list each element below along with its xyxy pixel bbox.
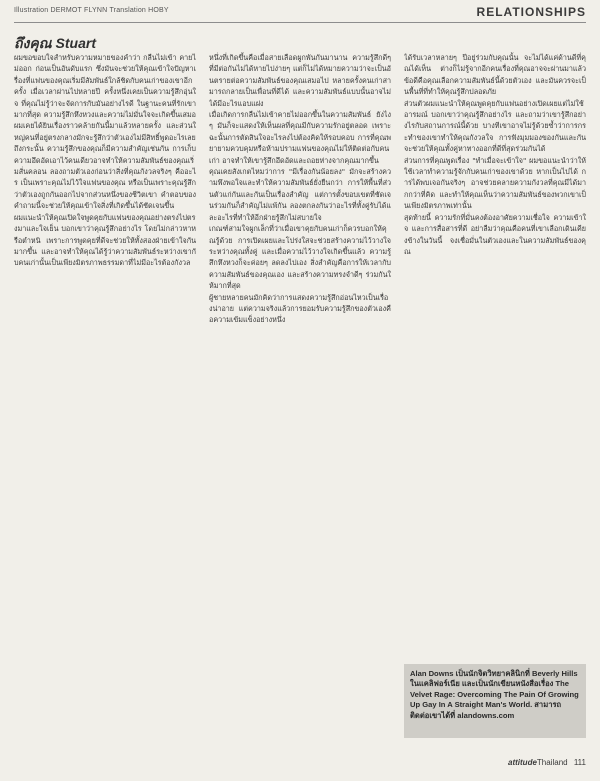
- paragraph: เมื่อเกิดการกลืนไม่เข้าคายไม่ออกขึ้นในความสัมพันธ์ ยังไงๆ มันก็จะแสดงให้เห็นผลที่คุณมีกับความรักอยู่ตลอด เพราะฉะนั้นการตัดสินใจอะไรลงไปต้องคิดให้รอบคอบ การที่คุณพยายามควบคุมหรือห้ามปรามแฟนของคุณไม่ให้ติดต่อกับคนเก่า อาจทำให้เขารู้สึกอึดอัดและถอยห่างจากคุณมากขึ้น: [209, 110, 391, 165]
- page-number: 111: [573, 758, 586, 767]
- article-salutation: ถึงคุณ Stuart: [14, 35, 97, 51]
- section-title: RELATIONSHIPS: [476, 5, 586, 19]
- column-3-body: [404, 52, 586, 557]
- paragraph: หนึ่งที่เกิดขึ้นคือเมื่อสายเลือดผูกพันกันมานาน ความรู้สึกดีๆ ที่มีต่อกันไม่ได้หายไปง่ายๆ แต่ก็ไม่ได้หมายความว่าจะเป็นอันตรายต่อความสัมพันธ์ของคุณเสมอไป หลายครั้งคนเก่าสามารถกลายเป็นเพื่อนที่ดีได้ และความสัมพันธ์แบบนั้นอาจไม่ได้มีอะไรแอบแฝง: [209, 53, 391, 108]
- article-column-1: [14, 52, 196, 747]
- magazine-brand: attitude: [508, 758, 537, 767]
- paragraph: ถึงกระนั้น ความรู้สึกของคุณก็มีความสำคัญเช่นกัน การเก็บความอึดอัดเอาไว้คนเดียวอาจทำให้ความสัมพันธ์ของคุณเริ่มสั่นคลอน ลองถามตัวเองก่อนว่าสิ่งที่คุณกังวลจริงๆ คืออะไร เป็นเพราะคุณไม่ไว้ใจแฟนของคุณ หรือเป็นเพราะคุณรู้สึกว่าตัวเองถูกกันออกไปจากส่วนหนึ่งของชีวิตเขา คำตอบของคำถามนี้จะช่วยให้คุณเข้าใจสิ่งที่เกิดขึ้นได้ชัดเจนขึ้น: [14, 144, 196, 211]
- paragraph: ผมขอขอบใจสำหรับความหมายของคำว่า กลืนไม่เข้า คายไม่ออก ก่อนเป็นอันดับแรก ซึ่งมันจะช่วยให้คุณเข้าใจปัญหาเรื่องที่แฟนของคุณเริ่มมีสัมพันธ์ใกล้ชิดกับคนเก่าของเขาอีกครั้ง เมื่อเวลาผ่านไปหลายปี ครั้งหนึ่งเคยเป็นความรู้สึกอุ่นใจ ที่คุณไม่รู้ว่าจะจัดการกับมันอย่างไรดี ในฐานะคนที่รักเขามากที่สุด ความรู้สึกหึงหวงและความไม่มั่นใจจะเกิดขึ้นเสมอ ผมเคยได้ยินเรื่องราวคล้ายกันนี้มาแล้วหลายครั้ง และส่วนใหญ่คนที่อยู่ตรงกลางมักจะรู้สึกว่าตัวเองไม่มีสิทธิ์พูดอะไรเลย: [14, 53, 196, 142]
- page-footer: [508, 758, 586, 767]
- magazine-edition: Thailand: [536, 758, 568, 767]
- illustration-credit: Illustration DERMOT FLYNN Translation HOBY: [14, 7, 169, 14]
- paragraph: ผู้ชายหลายคนมักคิดว่าการแสดงความรู้สึกอ่อนไหวเป็นเรื่องน่าอาย แต่ความจริงแล้วการยอมรับความรู้สึกของตัวเองคือความเข้มแข็งอย่างหนึ่ง: [209, 292, 391, 325]
- paragraph: สุดท้ายนี้ ความรักที่มั่นคงต้องอาศัยความเชื่อใจ ความเข้าใจ และการสื่อสารที่ดี อย่าลืมว่าคุณคือคนที่เขาเลือกเดินเคียงข้างในวันนี้ จงเชื่อมั่นในตัวเองและในความสัมพันธ์ของคุณ: [404, 212, 586, 256]
- paragraph: ส่วนตัวผมแนะนำให้คุณพูดคุยกับแฟนอย่างเปิดเผยแต่ไม่ใช้อารมณ์ บอกเขาว่าคุณรู้สึกอย่างไร และถามว่าเขารู้สึกอย่างไรกับสถานการณ์นี้ด้วย บางทีเขาอาจไม่รู้ด้วยซ้ำว่าการกระทำของเขาทำให้คุณกังวลใจ การฟังมุมมองของกันและกันจะช่วยให้คุณทั้งคู่หาทางออกที่ดีที่สุดร่วมกันได้: [404, 98, 586, 154]
- paragraph: เกณฑ์สามใจผูกเล็กที่ว่าเมื่อเขาคุยกับคนเก่าก็ควรบอกให้คุณรู้ด้วย การเปิดเผยและโปร่งใสจะช่วยสร้างความไว้วางใจระหว่างคุณทั้งคู่ และเมื่อความไว้วางใจเกิดขึ้นแล้ว ความรู้สึกหึงหวงก็จะค่อยๆ ลดลงไปเอง สิ่งสำคัญคือการให้เวลากับความสัมพันธ์ของคุณเอง และสร้างความทรงจำดีๆ ร่วมกันให้มากที่สุด: [209, 224, 391, 291]
- paragraph: ได้รับเวลาหลายๆ ปีอยู่ร่วมกับคุณนั้น จะไม่ได้แค่ด้านดีที่คุณได้เห็น ต่างก็ไม่รู้จากอีกคนเรื่องที่คุณอาจจะผ่านมาแล้ว ข้อดีคือคุณเลือกความสัมพันธ์นี้ด้วยตัวเอง และมันควรจะเป็นพื้นที่ที่ทำให้คุณรู้สึกปลอดภัย: [404, 53, 586, 97]
- article-column-3: [404, 52, 586, 747]
- author-bio-box: Alan Downs เป็นนักจิตวิทยาคลินิกที่ Beverly Hills ในแคลิฟอร์เนีย และเป็นนักเขียนหนังสือเรื่อง The Velvet Rage: Overcoming The Pain Of Growing Up Gay In A Straight Man's World. สามารถติดต่อเขาได้ที่ alandowns.com: [404, 664, 586, 738]
- paragraph: คุณเคยสังเกตไหมว่าการ "มีเรื่องกันน้อยลง" มักจะสร้างความพึงพอใจและทำให้ความสัมพันธ์ยั่งยืนกว่า การให้พื้นที่ส่วนตัวแก่กันและกันเป็นเรื่องสำคัญ แต่การตั้งขอบเขตที่ชัดเจนร่วมกันก็สำคัญไม่แพ้กัน ลองตกลงกันว่าอะไรที่ทั้งคู่รับได้และอะไรที่ทำให้อีกฝ่ายรู้สึกไม่สบายใจ: [209, 167, 391, 222]
- header-rule: [14, 22, 586, 23]
- paragraph: ผมแนะนำให้คุณเปิดใจพูดคุยกับแฟนของคุณอย่างตรงไปตรงมาและใจเย็น บอกเขาว่าคุณรู้สึกอย่างไร โดยไม่กล่าวหาหรือตำหนิ เพราะการพูดคุยที่ดีจะช่วยให้ทั้งสองฝ่ายเข้าใจกันมากขึ้น และอาจทำให้คุณได้รู้ว่าความสัมพันธ์ระหว่างเขากับคนเก่านั้นเป็นเพียงมิตรภาพธรรมดาที่ไม่มีอะไรต้องกังวล: [14, 212, 196, 268]
- paragraph: ส่วนการที่คุณพูดเรื่อง "ทำเมื่อจะเข้าใจ" ผมขอแนะนำว่าให้ใช้เวลาทำความรู้จักกับคนเก่าของเขาด้วย หากเป็นไปได้ การได้พบเจอกันจริงๆ อาจช่วยคลายความกังวลที่คุณมีได้มากกว่าที่คิด และทำให้คุณเห็นว่าความสัมพันธ์ของพวกเขาเป็นเพียงมิตรภาพเท่านั้น: [404, 155, 586, 211]
- page-header: [0, 0, 600, 26]
- article-column-2: [209, 52, 391, 747]
